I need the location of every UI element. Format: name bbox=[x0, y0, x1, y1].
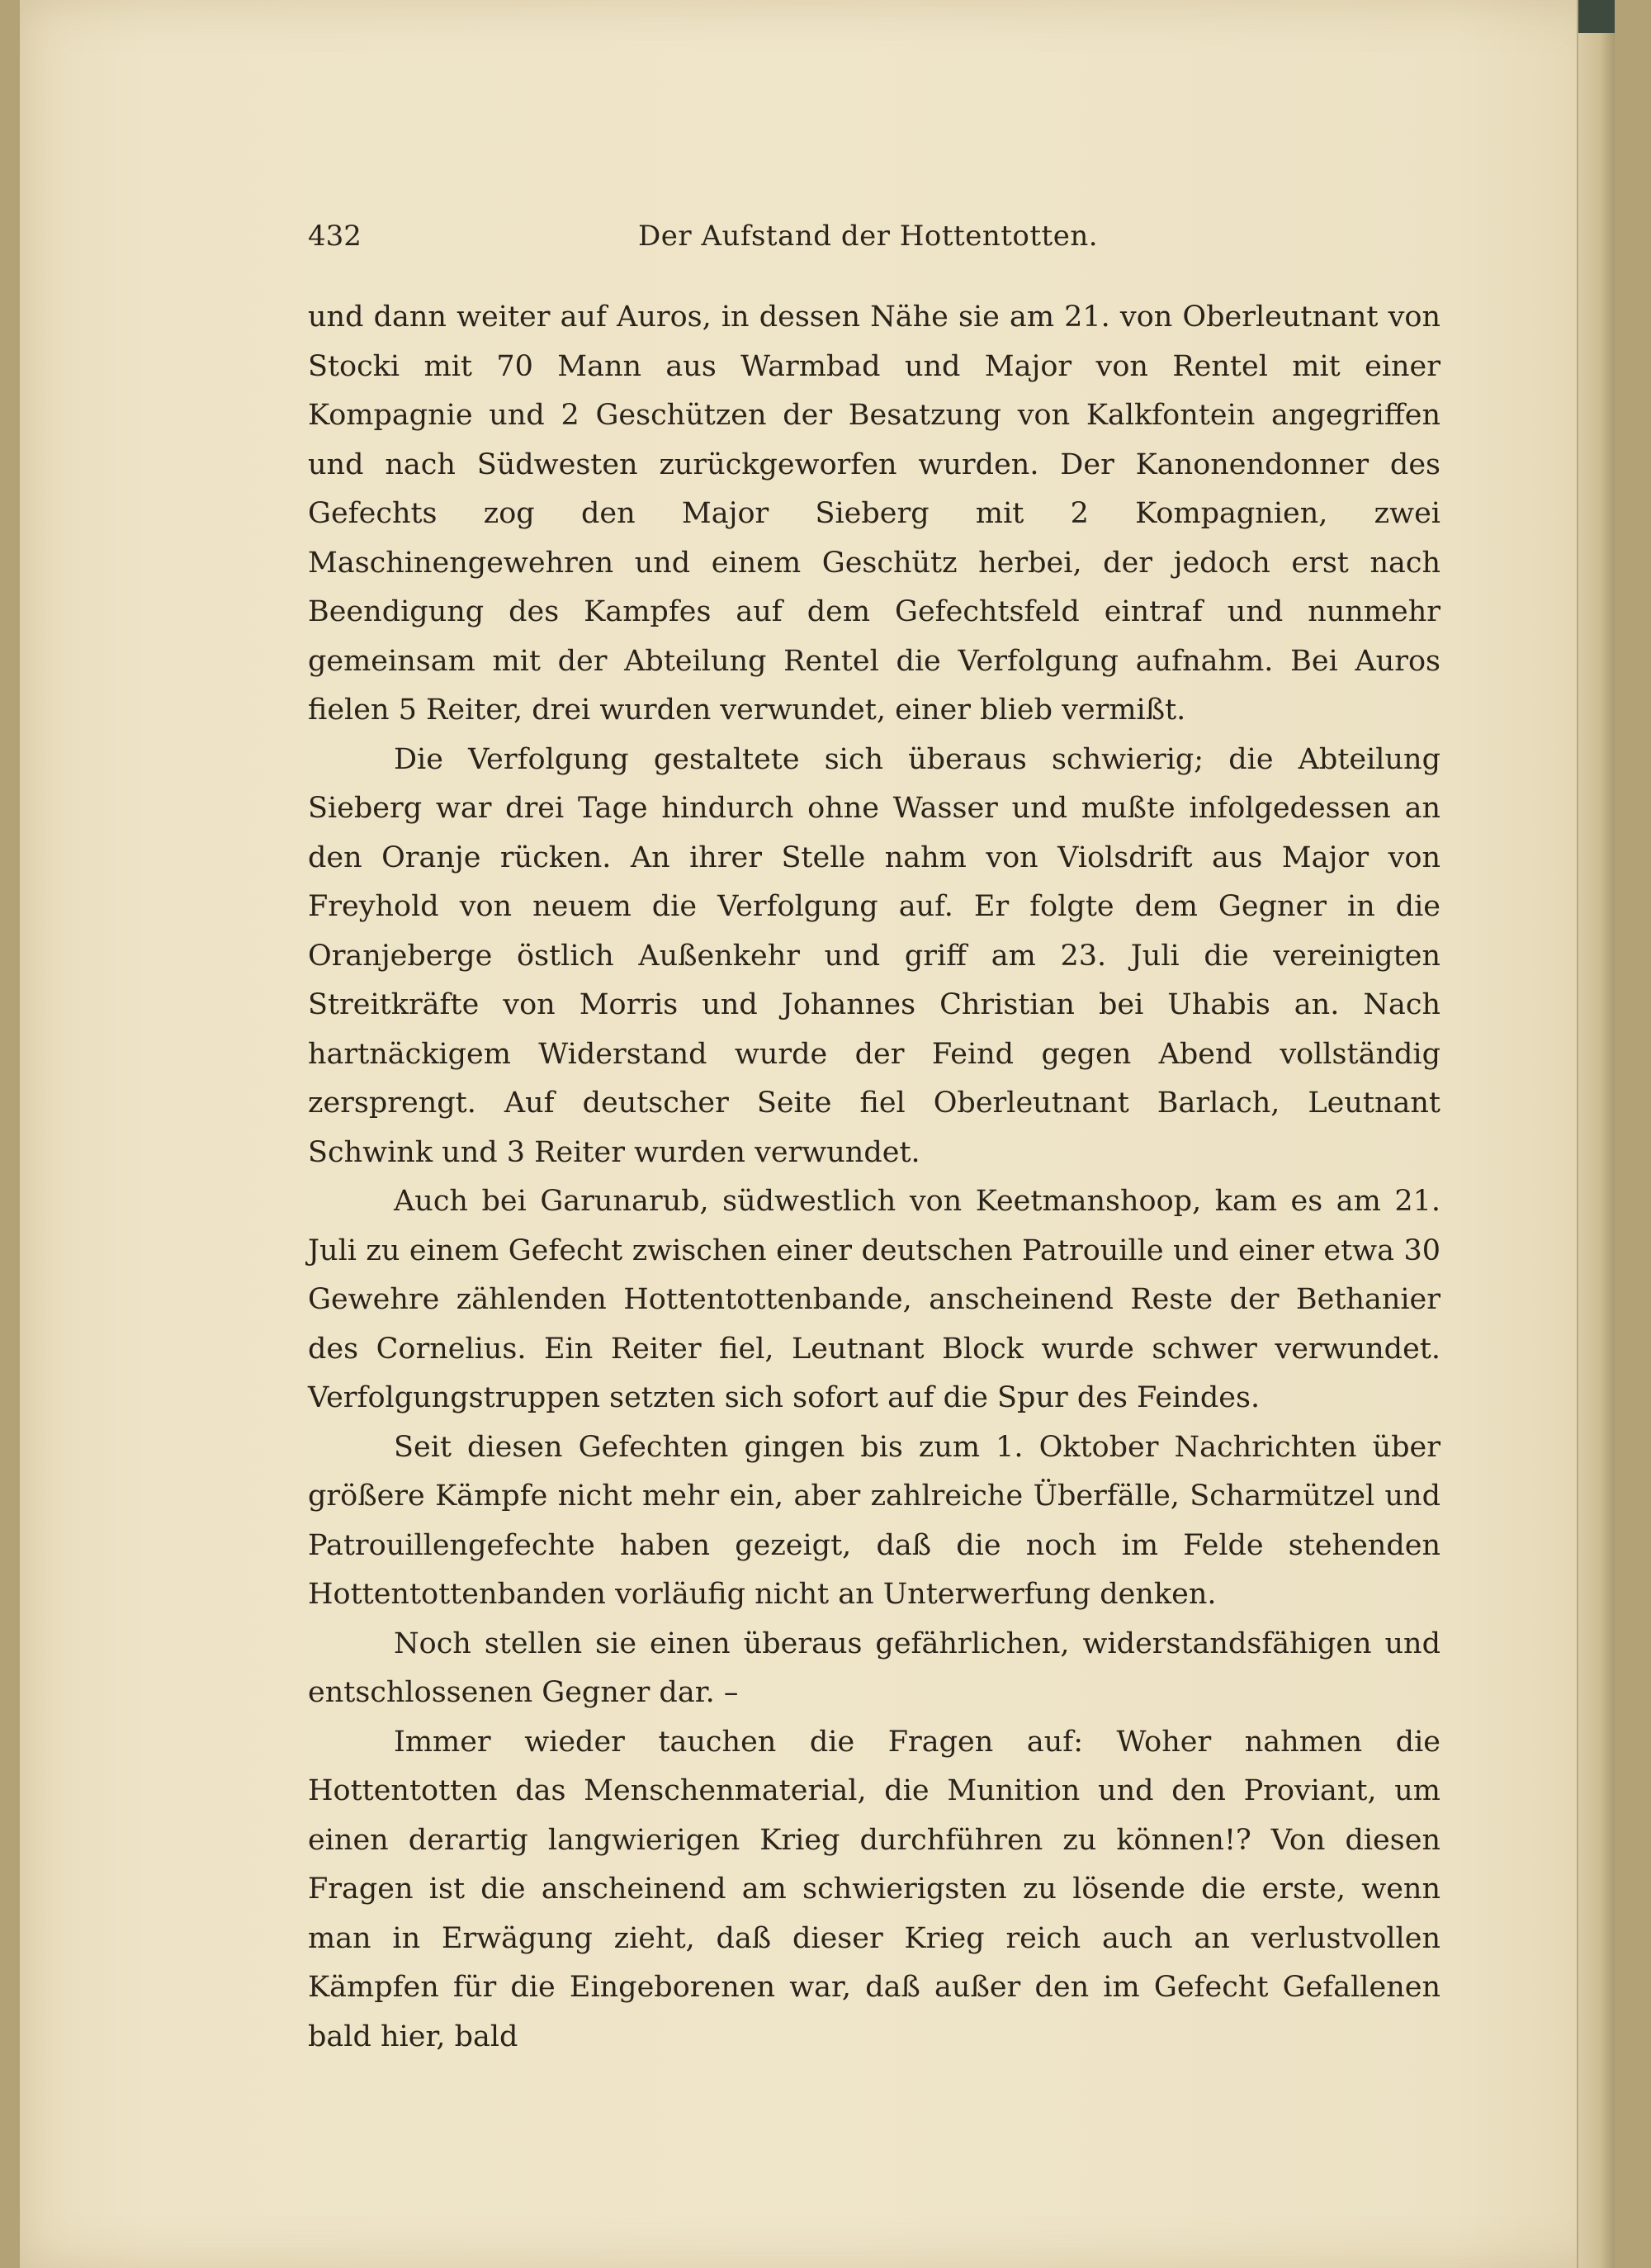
paragraph: Noch stellen sie einen überaus gefährlichen, widerstandsfähigen und entschlossenen Gegner dar. – bbox=[308, 1626, 1440, 1709]
page-number: 432 bbox=[308, 220, 362, 253]
paragraph: Immer wieder tauchen die Fragen auf: Woher nahmen die Hottentotten das Menschenmaterial, die Munition und den Proviant, um einen derartig langwierigen Krieg durchführen zu können!? Von diesen Fragen ist die anscheinend am schwierigsten zu lösende die erste, wenn man in Erwägung zieht, daß dieser Krieg reich auch an verlustvollen Kämpfen für die Eingeborenen war, daß außer den im Gefecht Gefallenen bald hier, bald bbox=[308, 1725, 1440, 2053]
page-edge bbox=[1577, 0, 1615, 2268]
book-page bbox=[20, 0, 1615, 2268]
body-text bbox=[308, 293, 1440, 2062]
paragraph: Auch bei Garunarub, südwestlich von Keetmanshoop, kam es am 21. Juli zu einem Gefecht zwischen einer deutschen Patrouille und einer etwa 30 Gewehre zählenden Hottentottenbande, anscheinend Reste der Bethanier des Cornelius. Ein Reiter fiel, Leutnant Block wurde schwer verwundet. Verfolgungstruppen setzten sich sofort auf die Spur des Feindes. bbox=[308, 1185, 1440, 1414]
page-header bbox=[308, 220, 1447, 269]
paragraph: Die Verfolgung gestaltete sich überaus schwierig; die Abteilung Sieberg war drei Tage hindurch ohne Wasser und mußte infolgedessen an den Oranje rücken. An ihrer Stelle nahm von Violsdrift aus Major von Freyhold von neuem die Verfolgung auf. Er folgte dem Gegner in die Oranjeberge östlich Außenkehr und griff am 23. Juli die vereinigten Streitkräfte von Morris und Johannes Christian bei Uhabis an. Nach hartnäckigem Widerstand wurde der Feind gegen Abend vollständig zersprengt. Auf deutscher Seite fiel Oberleutnant Barlach, Leutnant Schwink und 3 Reiter wurden verwundet. bbox=[308, 742, 1440, 1169]
paragraph: Seit diesen Gefechten gingen bis zum 1. Oktober Nachrichten über größere Kämpfe nicht mehr ein, aber zahlreiche Überfälle, Scharmützel und Patrouillengefechte haben gezeigt, daß die noch im Felde stehenden Hottentottenbanden vorläufig nicht an Unterwerfung denken. bbox=[308, 1430, 1440, 1611]
paragraph: und dann weiter auf Auros, in dessen Nähe sie am 21. von Oberleutnant von Stocki mit 70 Mann aus Warmbad und Major von Rentel mit einer Kompagnie und 2 Geschützen der Besatzung von Kalkfontein angegriffen und nach Südwesten zurückgeworfen wurden. Der Kanonendonner des Gefechts zog den Major Sieberg mit 2 Kompagnien, zwei Maschinengewehren und einem Geschütz herbei, der jedoch erst nach Beendigung des Kampfes auf dem Gefechtsfeld eintraf und nunmehr gemeinsam mit der Abteilung Rentel die Verfolgung aufnahm. Bei Auros fielen 5 Reiter, drei wurden verwundet, einer blieb vermißt. bbox=[308, 301, 1440, 727]
running-title: Der Aufstand der Hottentotten. bbox=[638, 220, 1099, 253]
book-cover-corner bbox=[1578, 0, 1615, 33]
